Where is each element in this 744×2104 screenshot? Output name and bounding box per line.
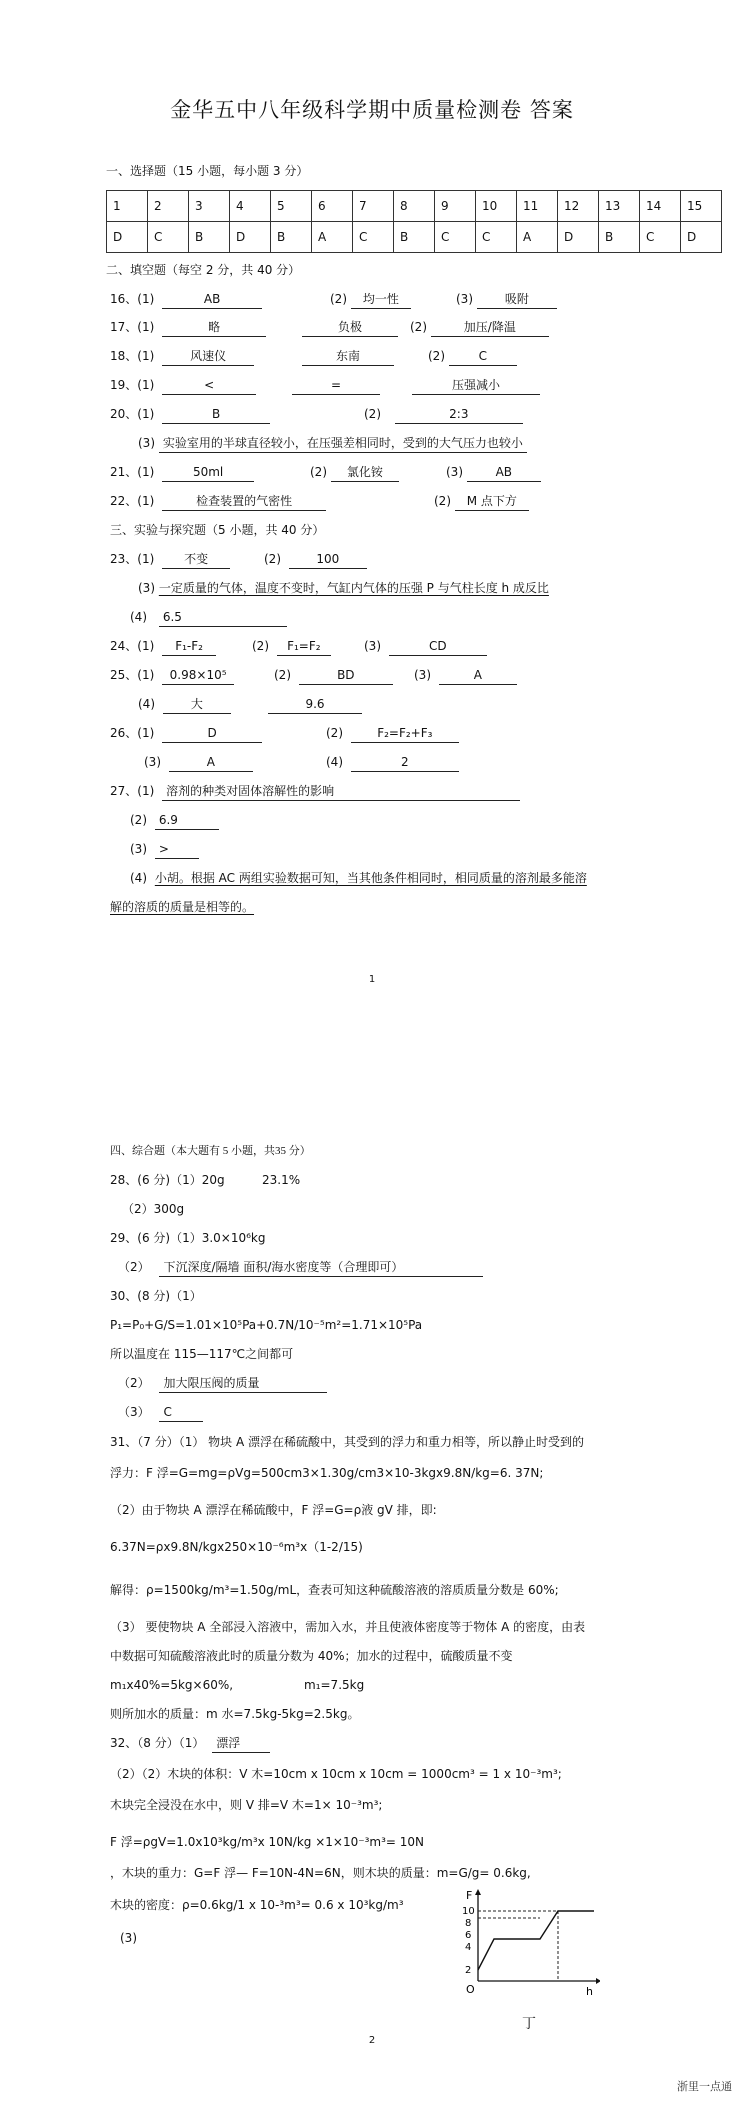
answer-table-answer-cell: D: [230, 222, 271, 253]
q18-answer-3: C: [449, 348, 517, 366]
q18: 18、(1) 风速仪: [110, 348, 254, 366]
q20-answer-2: 2:3: [395, 406, 523, 424]
q21: 21、(1) 50ml: [110, 464, 254, 482]
answer-table-number-cell: 9: [435, 191, 476, 222]
answer-table-number-cell: 5: [271, 191, 312, 222]
q27-part4: (4) 小胡。根据 AC 两组实验数据可知，当其他条件相同时，相同质量的溶剂最多能溶: [130, 871, 587, 885]
graph-y-label: F: [466, 1889, 473, 1902]
q21-part2: (2) 氯化铵: [310, 464, 399, 482]
page-title: 金华五中八年级科学期中质量检测卷 答案: [170, 98, 574, 122]
q27-answer-4: 小胡。根据 AC 两组实验数据可知，当其他条件相同时，相同质量的溶剂最多能溶: [154, 871, 587, 885]
q20-answer-1: B: [162, 406, 270, 424]
section-3-heading: 三、实验与探究题（5 小题，共 40 分）: [110, 523, 325, 537]
q22-answer-2: M 点下方: [455, 493, 529, 511]
q31-line7: 中数据可知硫酸溶液此时的质量分数为 40%；加水的过程中，硫酸质量不变: [110, 1649, 513, 1663]
q32-line6: 木块的密度：ρ=0.6kg/1 x 10-³m³= 0.6 x 10³kg/m³: [110, 1898, 404, 1912]
q19-answer-3-wrap: [412, 377, 540, 395]
section-1-heading: 一、选择题（15 小题，每小题 3 分）: [106, 164, 309, 178]
q31-line8b: m₁=7.5kg: [304, 1678, 365, 1692]
graph-caption: 丁: [522, 2016, 536, 2032]
q23-answer-2: 100: [289, 551, 367, 569]
q32-part1: 32、（8 分）（1） 漂浮: [110, 1735, 270, 1753]
q18-answer-1: 风速仪: [162, 348, 254, 366]
answer-table-answer-cell: C: [148, 222, 189, 253]
answer-table-number-cell: 3: [189, 191, 230, 222]
q19-answer-1: <: [162, 377, 256, 395]
q26-answer-1: D: [162, 725, 262, 743]
q26-part2: (2) F₂=F₂+F₃: [326, 725, 459, 743]
q23-answer-4: 6.5: [159, 609, 287, 627]
answer-table-answer-cell: A: [517, 222, 558, 253]
answer-table-number-cell: 10: [476, 191, 517, 222]
q24-answer-1: F₁-F₂: [162, 638, 216, 656]
graph-curve: [478, 1911, 594, 1970]
q22: 22、(1) 检查装置的气密性: [110, 493, 326, 511]
graph-x-arrow: [596, 1978, 600, 1984]
q30-answer-2: 加大限压阀的质量: [159, 1375, 327, 1393]
q25-answer-1: 0.98×10⁵: [162, 667, 234, 685]
answer-table-number-cell: 11: [517, 191, 558, 222]
q27-answer-3: >: [155, 841, 199, 859]
q16-part2: (2) 均一性: [330, 291, 411, 309]
graph-ytick-10: 10: [462, 1906, 475, 1917]
page-number-1: 1: [368, 974, 376, 985]
q19-answer-3: 压强减小: [412, 377, 540, 395]
q23: 23、(1) 不变: [110, 551, 230, 569]
q25-answer-4: 大: [163, 696, 231, 714]
q27-answer-4-continued: 解的溶质的质量是相等的。: [110, 900, 255, 914]
answer-table-number-cell: 8: [394, 191, 435, 222]
answer-table-number-cell: 13: [599, 191, 640, 222]
q18-answer-2: 东南: [302, 348, 394, 366]
q16-part3: (3) 吸附: [456, 291, 557, 309]
answer-table-answer-cell: D: [558, 222, 599, 253]
watermark: 浙里一点通: [677, 2080, 732, 2093]
q30-temperature: 所以温度在 115—117℃之间都可: [110, 1347, 294, 1361]
q29-part2: （2） 下沉深度/隔墙 面积/海水密度等（合理即可）: [118, 1259, 483, 1277]
q27-part3: (3) >: [130, 841, 199, 859]
answer-table-answer-cell: C: [640, 222, 681, 253]
answer-table-answer-cell: D: [107, 222, 148, 253]
q22-part2: (2) M 点下方: [434, 493, 529, 511]
q23-answer-3: 一定质量的气体，温度不变时，气缸内气体的压强 P 与气柱长度 h 成反比: [158, 581, 549, 595]
graph-ytick-8: 8: [465, 1918, 472, 1929]
q26: 26、(1) D: [110, 725, 262, 743]
q16-answer-2: 均一性: [351, 291, 411, 309]
q28-part1: 28、(6 分)（1）20g: [110, 1173, 225, 1187]
section-4-heading: 四、综合题（本大题有 5 小题，共35 分）: [110, 1145, 311, 1157]
q26-answer-2: F₂=F₂+F₃: [351, 725, 459, 743]
q32-line5: ，木块的重力：G=F 浮— F=10N-4N=6N，则木块的质量：m=G/g= 0.6kg,: [110, 1866, 531, 1880]
answer-table-answer-cell: B: [271, 222, 312, 253]
q24-answer-3: CD: [389, 638, 487, 656]
q32-line3: 木块完全浸没在水中，则 V 排=V 木=1× 10⁻³m³;: [110, 1798, 383, 1812]
q31-line9: 则所加水的质量：m 水=7.5kg-5kg=2.5kg。: [110, 1707, 360, 1721]
q17-part2: (2) 加压/降温: [410, 319, 549, 337]
q21-answer-1: 50ml: [162, 464, 254, 482]
q31-line3: （2）由于物块 A 漂浮在稀硫酸中，F 浮=G=ρ液 gV 排，即:: [110, 1503, 437, 1517]
q25-part2: (2) BD: [274, 667, 393, 685]
q20: 20、(1) B: [110, 406, 270, 424]
answer-table-answer-cell: D: [681, 222, 722, 253]
section-2-heading: 二、填空题（每空 2 分，共 40 分）: [106, 263, 301, 277]
graph-y-arrow: [475, 1889, 481, 1895]
q30-formula: P₁=P₀+G/S=1.01×10⁵Pa+0.7N/10⁻⁵m²=1.71×10⁵Pa: [110, 1318, 423, 1332]
q29-part1: 29、(6 分)（1）3.0×10⁶kg: [110, 1231, 266, 1245]
q23-part4: (4) 6.5: [130, 609, 287, 627]
answer-table-number-cell: 1: [107, 191, 148, 222]
q26-part4: (4) 2: [326, 754, 459, 772]
q30-part2: （2） 加大限压阀的质量: [118, 1375, 327, 1393]
answer-table-answer-cell: C: [435, 222, 476, 253]
q17-answer-1: 略: [162, 319, 266, 337]
answer-table-number-row: [107, 191, 722, 222]
q32-line2: （2）（2）木块的体积：V 木=10cm x 10cm x 10cm = 1000cm³ = 1 x 10⁻³m³;: [110, 1767, 562, 1781]
q20-part2: (2) 2:3: [364, 406, 523, 424]
q24-part3: (3) CD: [364, 638, 487, 656]
q17-answer-2: 负极: [302, 319, 398, 337]
q28-part2: （2）300g: [122, 1202, 185, 1216]
q19-answer-2: =: [292, 377, 380, 395]
answer-table: [106, 190, 722, 253]
graph-x-label: h: [586, 1985, 593, 1998]
graph-origin-label: O: [466, 1983, 475, 1996]
q25: 25、(1) 0.98×10⁵: [110, 667, 234, 685]
q25-answer-2: BD: [299, 667, 393, 685]
q21-answer-3: AB: [467, 464, 541, 482]
q27-answer-2: 6.9: [155, 812, 219, 830]
q31-line5: 解得：ρ=1500kg/m³=1.50g/mL，查表可知这种硫酸溶液的溶质质量分数是 60%;: [110, 1583, 559, 1597]
graph-ytick-2: 2: [465, 1965, 472, 1976]
answer-table-number-cell: 12: [558, 191, 599, 222]
q23-part3: (3) 一定质量的气体，温度不变时，气缸内气体的压强 P 与气柱长度 h 成反比: [138, 581, 549, 595]
q22-answer-1: 检查装置的气密性: [162, 493, 326, 511]
q30-part1: 30、(8 分)（1）: [110, 1289, 202, 1303]
q23-answer-1: 不变: [162, 551, 230, 569]
q25-part4: (4) 大: [138, 696, 231, 714]
answer-table-answer-cell: C: [353, 222, 394, 253]
q18-answer-2-wrap: [302, 348, 394, 366]
answer-table-answer-cell: B: [394, 222, 435, 253]
answer-table-number-cell: 2: [148, 191, 189, 222]
q27-answer-1: 溶剂的种类对固体溶解性的影响: [162, 783, 520, 801]
q24-answer-2: F₁=F₂: [277, 638, 331, 656]
q32-answer-1: 漂浮: [212, 1735, 270, 1753]
answer-table-answer-cell: A: [312, 222, 353, 253]
q29-answer-2: 下沉深度/隔墙 面积/海水密度等（合理即可）: [159, 1259, 483, 1277]
q21-answer-2: 氯化铵: [331, 464, 399, 482]
answer-table-number-cell: 15: [681, 191, 722, 222]
answer-table-answer-cell: C: [476, 222, 517, 253]
q25-answer-3: A: [439, 667, 517, 685]
q16-answer-3: 吸附: [477, 291, 557, 309]
q27: 27、(1) 溶剂的种类对固体溶解性的影响: [110, 783, 520, 801]
force-depth-graph: [458, 1887, 600, 2007]
q23-part2: (2) 100: [264, 551, 367, 569]
q25-answer-5: 9.6: [268, 696, 362, 714]
graph-ytick-6: 6: [465, 1930, 472, 1941]
q17-answer-3: 加压/降温: [431, 319, 549, 337]
q24-part2: (2) F₁=F₂: [252, 638, 331, 656]
answer-table-number-cell: 6: [312, 191, 353, 222]
q20-answer-3: 实验室用的半球直径较小，在压强差相同时，受到的大气压力也较小: [159, 435, 527, 453]
q27-part2: (2) 6.9: [130, 812, 219, 830]
answer-table-answer-cell: B: [599, 222, 640, 253]
q31-line4: 6.37N=ρx9.8N/kgx250×10⁻⁶m³x（1-2/15): [110, 1540, 363, 1554]
q31-line8a: m₁x40%=5kg×60%,: [110, 1678, 234, 1692]
q16: 16、(1) AB: [110, 291, 262, 309]
q24: 24、(1) F₁-F₂: [110, 638, 216, 656]
q26-part3: (3) A: [144, 754, 253, 772]
q17: 17、(1) 略: [110, 319, 266, 337]
q17-answer-2-wrap: [302, 319, 398, 337]
answer-table-number-cell: 14: [640, 191, 681, 222]
q30-part3: （3） C: [118, 1404, 203, 1422]
q31-line6: （3） 要使物块 A 全部浸入溶液中，需加入水，并且使液体密度等于物体 A 的密度，由表: [110, 1620, 586, 1634]
answer-table-answer-row: [107, 222, 722, 253]
graph-ytick-4: 4: [465, 1942, 472, 1953]
page-number-2: 2: [368, 2035, 376, 2046]
answer-table-number-cell: 7: [353, 191, 394, 222]
q31-line2: 浮力：F 浮=G=mg=ρVg=500cm3×1.30g/cm3×10-3kgx9.8N/kg=6. 37N;: [110, 1466, 544, 1480]
q32-part3: (3): [120, 1931, 137, 1945]
q25-answer-5-wrap: [268, 696, 362, 714]
q21-part3: (3) AB: [446, 464, 541, 482]
answer-table-answer-cell: B: [189, 222, 230, 253]
q32-line4: F 浮=ρgV=1.0x10³kg/m³x 10N/kg ×1×10⁻³m³= 10N: [110, 1835, 425, 1849]
q26-answer-3: A: [169, 754, 253, 772]
q19: 19、(1) <: [110, 377, 256, 395]
q19-answer-2-wrap: [292, 377, 380, 395]
q25-part3: (3) A: [414, 667, 517, 685]
q28-part1-percent: 23.1%: [262, 1173, 301, 1187]
q18-part2: (2) C: [428, 348, 517, 366]
q20-part3: (3) 实验室用的半球直径较小，在压强差相同时，受到的大气压力也较小: [138, 435, 527, 453]
answer-table-number-cell: 4: [230, 191, 271, 222]
q31-line1: 31、（7 分）（1） 物块 A 漂浮在稀硫酸中，其受到的浮力和重力相等，所以静止时受到的: [110, 1435, 585, 1449]
q16-answer-1: AB: [162, 291, 262, 309]
q30-answer-3: C: [159, 1404, 203, 1422]
q26-answer-4: 2: [351, 754, 459, 772]
